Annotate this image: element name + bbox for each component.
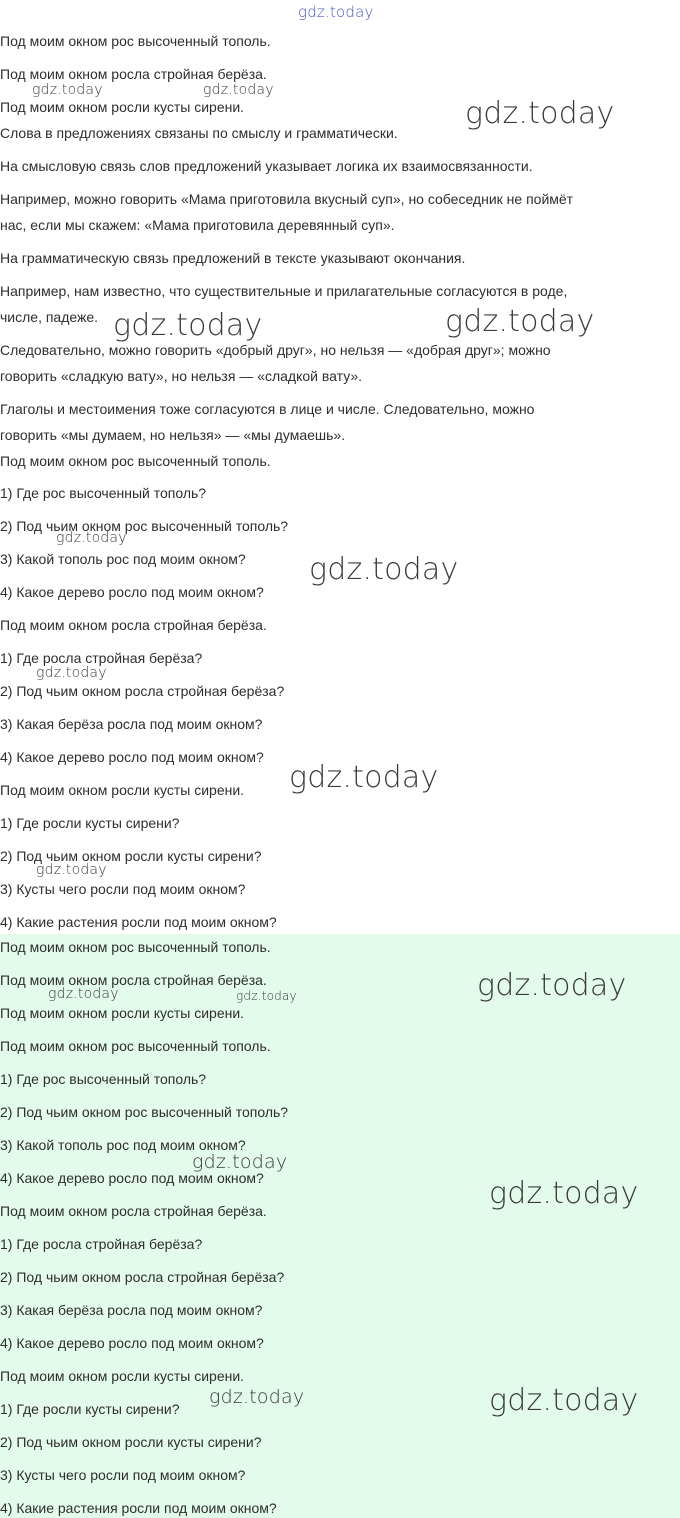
task-line: Под моим окном рос высоченный тополь. xyxy=(0,33,271,49)
answer-line: Под моим окном росла стройная берёза. xyxy=(0,972,267,988)
task-line: Глаголы и местоимения тоже согласуются в лице и числе. Следовательно, можно xyxy=(0,401,535,417)
answer-line: Под моим окном росли кусты сирени. xyxy=(0,1368,245,1384)
watermark: gdz.today xyxy=(477,968,627,1003)
task-line: 4) Какие растения росли под моим окном? xyxy=(0,914,277,930)
answer-line: 3) Какая берёза росла под моим окном? xyxy=(0,1302,263,1318)
watermark: gdz.today xyxy=(309,552,459,587)
task-line: 4) Какое дерево росло под моим окном? xyxy=(0,584,264,600)
watermark: gdz.today xyxy=(192,1151,288,1173)
answer-line: Под моим окном рос высоченный тополь. xyxy=(0,939,271,955)
task-line: Следовательно, можно говорить «добрый друг», но нельзя — «добрая друг»; можно xyxy=(0,342,551,358)
task-line: Под моим окном росла стройная берёза. xyxy=(0,66,267,82)
task-line: 2) Под чьим окном рос высоченный тополь? xyxy=(0,518,289,534)
watermark-top: gdz.today xyxy=(298,3,374,21)
task-line: 4) Какое дерево росло под моим окном? xyxy=(0,749,264,765)
watermark: gdz.today xyxy=(489,1383,639,1418)
watermark: gdz.today xyxy=(32,82,103,98)
answer-line: 3) Кусты чего росли под моим окном? xyxy=(0,1467,246,1483)
task-line: 3) Какой тополь рос под моим окном? xyxy=(0,551,246,567)
answer-line: 2) Под чьим окном рос высоченный тополь? xyxy=(0,1104,289,1120)
answer-line: 2) Под чьим окном росла стройная берёза? xyxy=(0,1269,285,1285)
task-line: 3) Какая берёза росла под моим окном? xyxy=(0,716,263,732)
task-line: 1) Где рос высоченный тополь? xyxy=(0,485,207,501)
task-line: Под моим окном росли кусты сирени. xyxy=(0,782,245,798)
answer-line: Под моим окном росла стройная берёза. xyxy=(0,1203,267,1219)
task-line: 2) Под чьим окном росли кусты сирени? xyxy=(0,848,262,864)
watermark: gdz.today xyxy=(36,665,107,681)
answer-line: Под моим окном рос высоченный тополь. xyxy=(0,1038,271,1054)
watermark: gdz.today xyxy=(445,304,595,339)
answer-line: 3) Какой тополь рос под моим окном? xyxy=(0,1137,246,1153)
task-line: Слова в предложениях связаны по смыслу и грамматически. xyxy=(0,125,398,141)
answer-line: 1) Где росла стройная берёза? xyxy=(0,1236,203,1252)
watermark: gdz.today xyxy=(56,530,127,546)
answer-line: 2) Под чьим окном росли кусты сирени? xyxy=(0,1434,262,1450)
answer-line: 1) Где рос высоченный тополь? xyxy=(0,1071,207,1087)
answer-line: 4) Какое дерево росло под моим окном? xyxy=(0,1335,264,1351)
answer-line: 1) Где росли кусты сирени? xyxy=(0,1401,180,1417)
answer-line: 4) Какие растения росли под моим окном? xyxy=(0,1500,277,1516)
watermark: gdz.today xyxy=(489,1176,639,1211)
task-line: 2) Под чьим окном росла стройная берёза? xyxy=(0,683,285,699)
task-line: На грамматическую связь предложений в тексте указывают окончания. xyxy=(0,250,466,266)
watermark: gdz.today xyxy=(203,82,274,98)
watermark: gdz.today xyxy=(465,96,615,131)
task-line: Например, нам известно, что существительные и прилагательные согласуются в роде, xyxy=(0,283,568,299)
task-line: числе, падеже. xyxy=(0,309,99,325)
watermark: gdz.today xyxy=(236,989,297,1003)
watermark: gdz.today xyxy=(289,760,439,795)
task-line: говорить «сладкую вату», но нельзя — «сладкой вату». xyxy=(0,368,363,384)
answer-line: 4) Какое дерево росло под моим окном? xyxy=(0,1170,264,1186)
task-line: Например, можно говорить «Мама приготовила вкусный суп», но собеседник не поймёт xyxy=(0,191,574,207)
watermark: gdz.today xyxy=(48,986,119,1002)
watermark: gdz.today xyxy=(209,1386,305,1408)
task-line: Под моим окном росли кусты сирени. xyxy=(0,99,245,115)
task-line: 1) Где росла стройная берёза? xyxy=(0,650,203,666)
task-line: говорить «мы думаем, но нельзя» — «мы думаешь». xyxy=(0,427,346,443)
watermark: gdz.today xyxy=(113,308,263,343)
watermark: gdz.today xyxy=(36,862,107,878)
task-line: 1) Где росли кусты сирени? xyxy=(0,815,180,831)
answer-line: Под моим окном росли кусты сирени. xyxy=(0,1005,245,1021)
task-line: Под моим окном рос высоченный тополь. xyxy=(0,453,271,469)
task-line: нас, если мы скажем: «Мама приготовила деревянный суп». xyxy=(0,217,395,233)
task-line: 3) Кусты чего росли под моим окном? xyxy=(0,881,246,897)
task-line: На смысловую связь слов предложений указывает логика их взаимосвязанности. xyxy=(0,158,533,174)
task-line: Под моим окном росла стройная берёза. xyxy=(0,617,267,633)
